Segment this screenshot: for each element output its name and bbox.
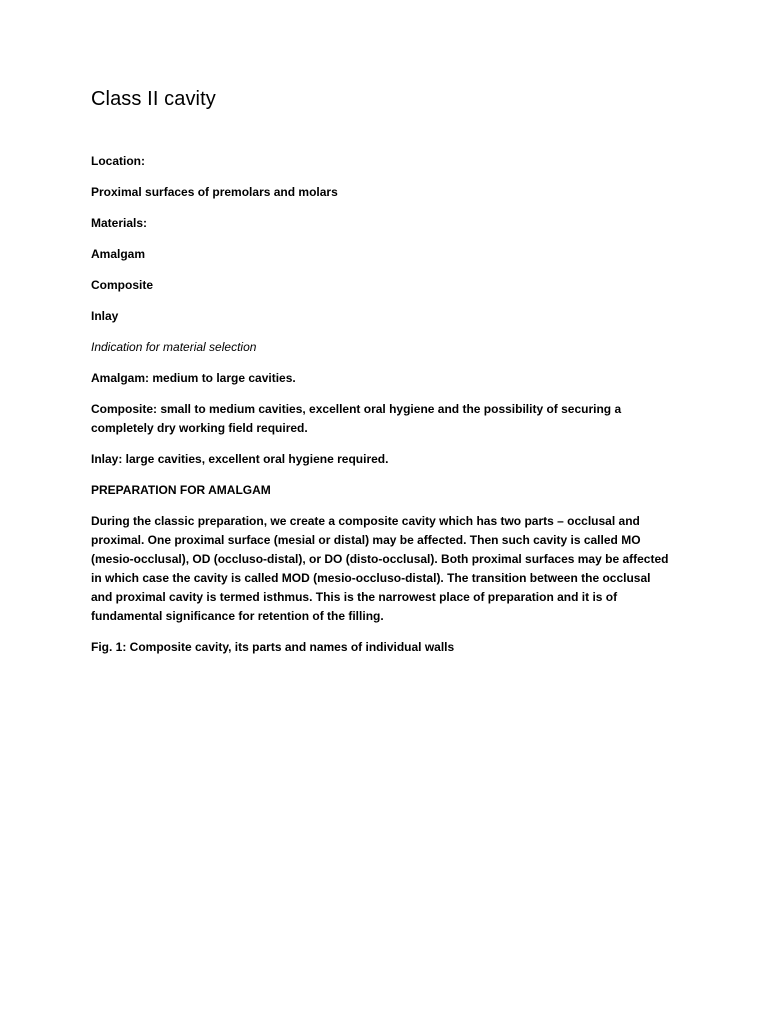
materials-heading: Materials: (91, 216, 148, 230)
location-heading: Location: (91, 154, 145, 168)
indication-inlay: Inlay: large cavities, excellent oral hygiene required. (91, 452, 389, 466)
indication-heading: Indication for material selection (91, 340, 257, 354)
material-composite: Composite (91, 278, 154, 292)
material-amalgam: Amalgam (91, 247, 146, 261)
document-title: Class II cavity (91, 88, 216, 110)
indication-amalgam: Amalgam: medium to large cavities. (91, 371, 296, 385)
preparation-text: During the classic preparation, we create a composite cavity which has two parts – occlusal and proximal. One proximal surface (mesial or distal) may be affected. Then such cavity is called MO (mesio-occlusal), OD (occluso-distal), or DO (disto-occlusal). Both proximal surfaces may be affected in which case the cavity is called MOD (mesio-occluso-distal). The transition between the occlusal and proximal cavity is termed isthmus. This is the narrowest place of preparation and it is of fundamental significance for retention of the filling. (91, 514, 669, 623)
document-body (91, 86, 671, 669)
figure-caption: Fig. 1: Composite cavity, its parts and names of individual walls (91, 640, 455, 654)
preparation-heading: PREPARATION FOR AMALGAM (91, 483, 271, 497)
indication-composite: Composite: small to medium cavities, excellent oral hygiene and the possibility of securing a completely dry working field required. (91, 402, 622, 435)
location-text: Proximal surfaces of premolars and molars (91, 185, 338, 199)
material-inlay: Inlay (91, 309, 119, 323)
